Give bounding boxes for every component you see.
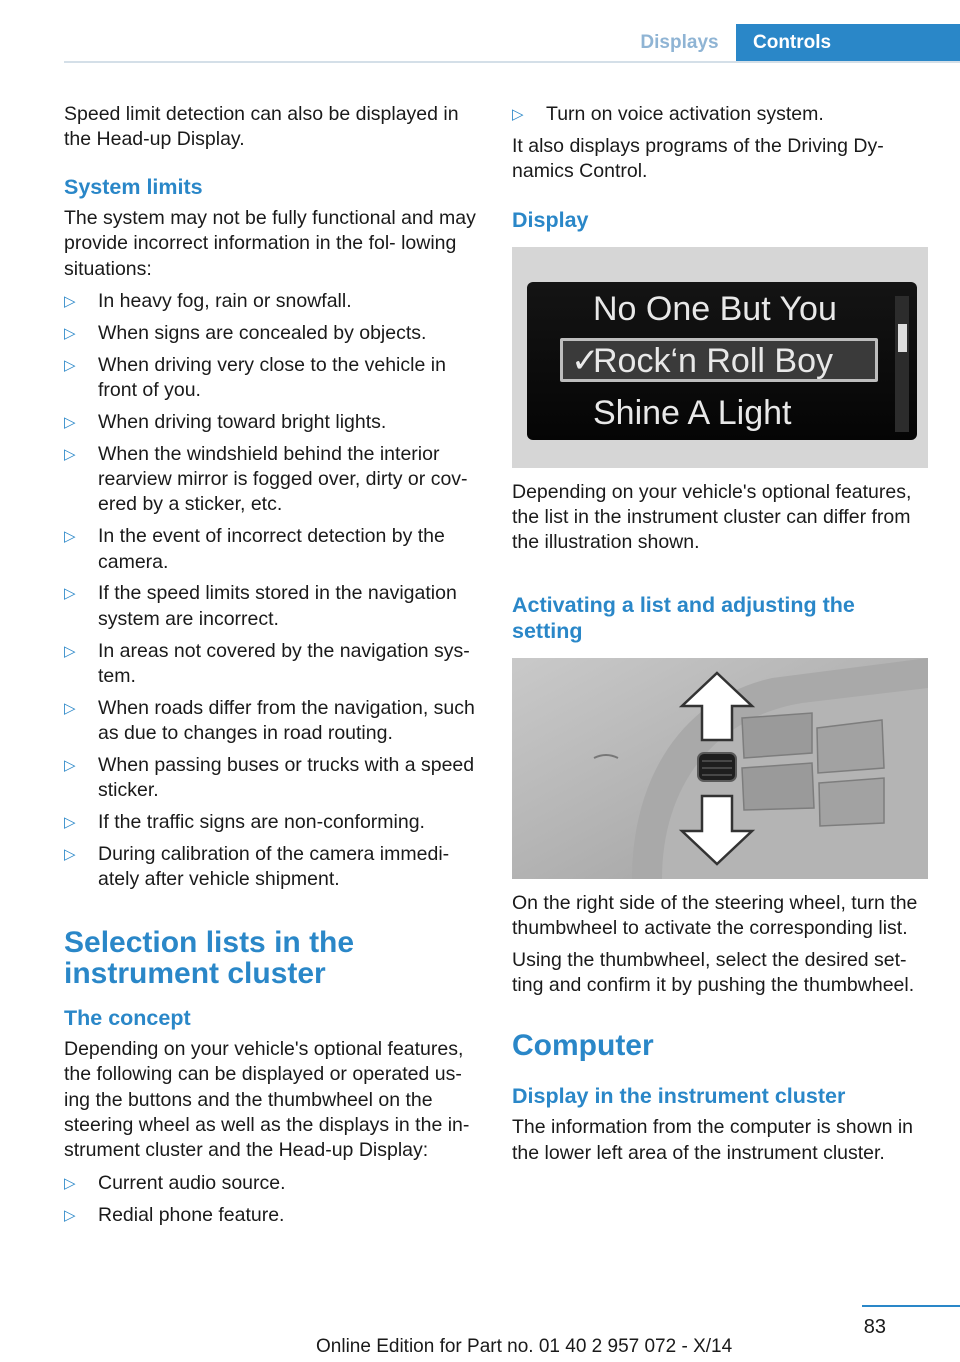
display-list-item: Shine A Light <box>593 393 792 432</box>
left-column <box>64 102 480 1234</box>
bullet-arrow-icon: ▷ <box>64 293 76 311</box>
bullet-arrow-icon: ▷ <box>64 356 76 374</box>
bullet-arrow-icon: ▷ <box>64 757 76 775</box>
list-item: ▷ When driving toward bright lights. <box>64 410 480 435</box>
display-scrollbar <box>895 296 909 432</box>
bullet-arrow-icon: ▷ <box>64 413 76 431</box>
tab-controls[interactable]: Controls <box>736 24 960 62</box>
selection-lists-heading: Selection lists in the instrument cluster <box>64 925 355 990</box>
concept-text: Depending on your vehicle's optional features, the following can be displayed or operated us‐ ing the buttons and the thumbwheel on the steering wheel as well as the displays in the in‐ strument cluster and the Head-up Display: <box>64 1037 470 1162</box>
activating-heading: Activating a list and adjusting the setting <box>512 592 855 643</box>
system-limits-text: The system may not be fully functional and may provide incorrect information in the fol‐ lowing situations: <box>64 206 476 280</box>
header-divider <box>64 61 960 63</box>
display-scroll-thumb <box>898 324 907 352</box>
bullet-arrow-icon: ▷ <box>64 814 76 832</box>
display-heading: Display <box>512 207 589 232</box>
concept-list <box>64 1171 480 1228</box>
list-item: ▷ When roads differ from the navigation, such as due to changes in road routing. <box>64 696 475 745</box>
bullet-arrow-icon: ▷ <box>64 324 76 342</box>
bullet-arrow-icon: ▷ <box>64 585 76 603</box>
instrument-display-figure <box>512 247 928 468</box>
bullet-arrow-icon: ▷ <box>64 1174 76 1192</box>
list-item: ▷ During calibration of the camera immedi‐ ately after vehicle shipment. <box>64 843 450 891</box>
cluster-display-heading: Display in the instrument cluster <box>512 1084 846 1109</box>
list-item: ▷ Current audio source. <box>64 1171 480 1196</box>
limits-list <box>64 289 480 893</box>
display-list-item: No One But You <box>593 289 837 328</box>
activating-text-2: Using the thumbwheel, select the desired set‐ ting and confirm it by pushing the thumbwheel. <box>512 948 915 997</box>
list-item: ▷ If the traffic signs are non-conforming. <box>64 810 480 835</box>
computer-heading: Computer <box>512 1029 654 1063</box>
footer-divider <box>862 1305 960 1307</box>
voice-list <box>512 102 928 127</box>
dynamics-text: It also displays programs of the Driving Dy‐ namics Control. <box>512 134 884 183</box>
list-item: ▷ Turn on voice activation system. <box>512 102 928 127</box>
bullet-arrow-icon: ▷ <box>64 846 76 864</box>
bullet-arrow-icon: ▷ <box>64 699 76 717</box>
list-item: ▷ In the event of incorrect detection by the camera. <box>64 525 445 573</box>
steering-wheel-thumbwheel-icon <box>512 658 928 879</box>
system-limits-heading: System limits <box>64 174 203 199</box>
tab-displays[interactable]: Displays <box>640 32 719 53</box>
list-item: ▷ If the speed limits stored in the navigation system are incorrect. <box>64 582 457 630</box>
display-list-item-selected: Rock‘n Roll Boy <box>593 341 833 380</box>
list-item: ▷ When driving very close to the vehicle in front of you. <box>64 353 446 402</box>
bullet-arrow-icon: ▷ <box>64 642 76 660</box>
list-item: ▷ When passing buses or trucks with a speed sticker. <box>64 754 475 802</box>
steering-wheel-figure <box>512 658 928 879</box>
intro-paragraph: Speed limit detection can also be displayed in the Head-up Display. <box>64 103 459 151</box>
bullet-arrow-icon: ▷ <box>64 445 76 463</box>
list-item: ▷ In heavy fog, rain or snowfall. <box>64 289 480 314</box>
concept-heading: The concept <box>64 1005 191 1030</box>
list-item: ▷ Redial phone feature. <box>64 1203 480 1228</box>
right-column <box>512 102 928 1166</box>
bullet-arrow-icon: ▷ <box>64 528 76 546</box>
list-item: ▷ When signs are concealed by objects. <box>64 321 480 346</box>
bullet-arrow-icon: ▷ <box>512 106 524 123</box>
list-item: ▷ In areas not covered by the navigation sys‐ tem. <box>64 639 470 688</box>
bullet-arrow-icon: ▷ <box>64 1206 76 1224</box>
instrument-lcd <box>527 282 917 440</box>
display-note: Depending on your vehicle's optional features, the list in the instrument cluster can differ from the illustration shown. <box>512 480 912 554</box>
checkmark-icon: ✓ <box>571 341 600 380</box>
activating-text-1: On the right side of the steering wheel, turn the thumbwheel to activate the corresponding list. <box>512 891 918 940</box>
page-number: 83 <box>863 1316 886 1338</box>
list-item: ▷ When the windshield behind the interior rearview mirror is fogged over, dirty or cov‐ ered by a sticker, etc. <box>64 442 468 516</box>
cluster-display-text: The information from the computer is shown in the lower left area of the instrument cluster. <box>512 1116 914 1164</box>
page-header <box>623 24 960 62</box>
edition-footer: Online Edition for Part no. 01 40 2 957 072 - X/14 <box>316 1336 733 1357</box>
